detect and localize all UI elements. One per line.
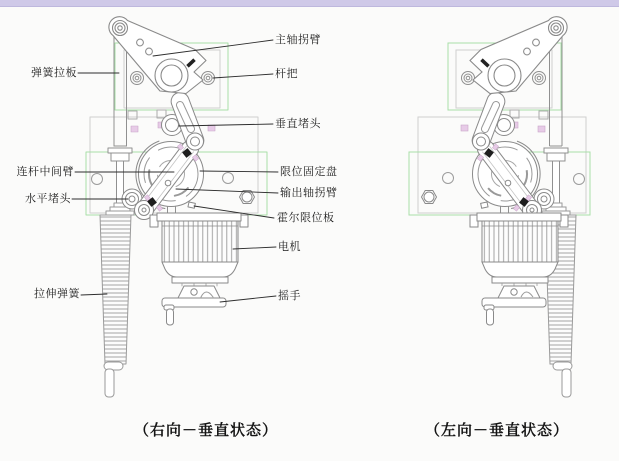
label-vertical-plug: 垂直堵头: [275, 118, 321, 130]
motor-base: [172, 277, 228, 283]
linkage-and-plates: [86, 17, 267, 397]
diagram-left-vertical-state: [409, 17, 590, 397]
label-spring-pull-plate: 弹簧拉板: [31, 67, 77, 79]
spring-pull-plate-part: [108, 37, 132, 205]
label-limit-fixing-disc: 限位固定盘: [280, 166, 338, 178]
crank-handle-part: [162, 286, 226, 325]
label-output-shaft-crank-arm: 输出轴拐臂: [280, 187, 338, 199]
label-hall-limit-plate: 霍尔限位板: [277, 212, 335, 224]
tension-spring-part: [100, 203, 134, 397]
plate-hole-left: [92, 174, 103, 185]
plate-hole-right: [223, 173, 234, 184]
label-main-shaft-crank-arm: 主轴拐臂: [275, 34, 321, 46]
motor-and-crank: [150, 213, 248, 325]
label-rod-handle: 杆把: [275, 68, 298, 80]
diagram-right-vertical-state: [72, 17, 278, 397]
label-tension-spring: 拉伸弹簧: [34, 288, 80, 300]
label-motor: 电机: [278, 241, 301, 253]
motor-body: [162, 221, 238, 262]
caption-right-vertical-state: （右向－垂直状态）: [133, 423, 278, 439]
hex-bolt: [240, 191, 255, 204]
label-link-middle-arm: 连杆中间臂: [16, 166, 74, 178]
label-crank-handle: 摇手: [278, 290, 301, 302]
mirrored-linkage-and-plates: [409, 17, 590, 397]
motor-flange: [157, 213, 241, 221]
caption-left-vertical-state: （左向－垂直状态）: [424, 423, 569, 439]
hall-limit-plate-part: [188, 202, 195, 208]
motor-bottom-cap: [162, 262, 238, 277]
plate-bolt-left: [131, 72, 144, 85]
label-horizontal-plug: 水平堵头: [25, 193, 71, 205]
